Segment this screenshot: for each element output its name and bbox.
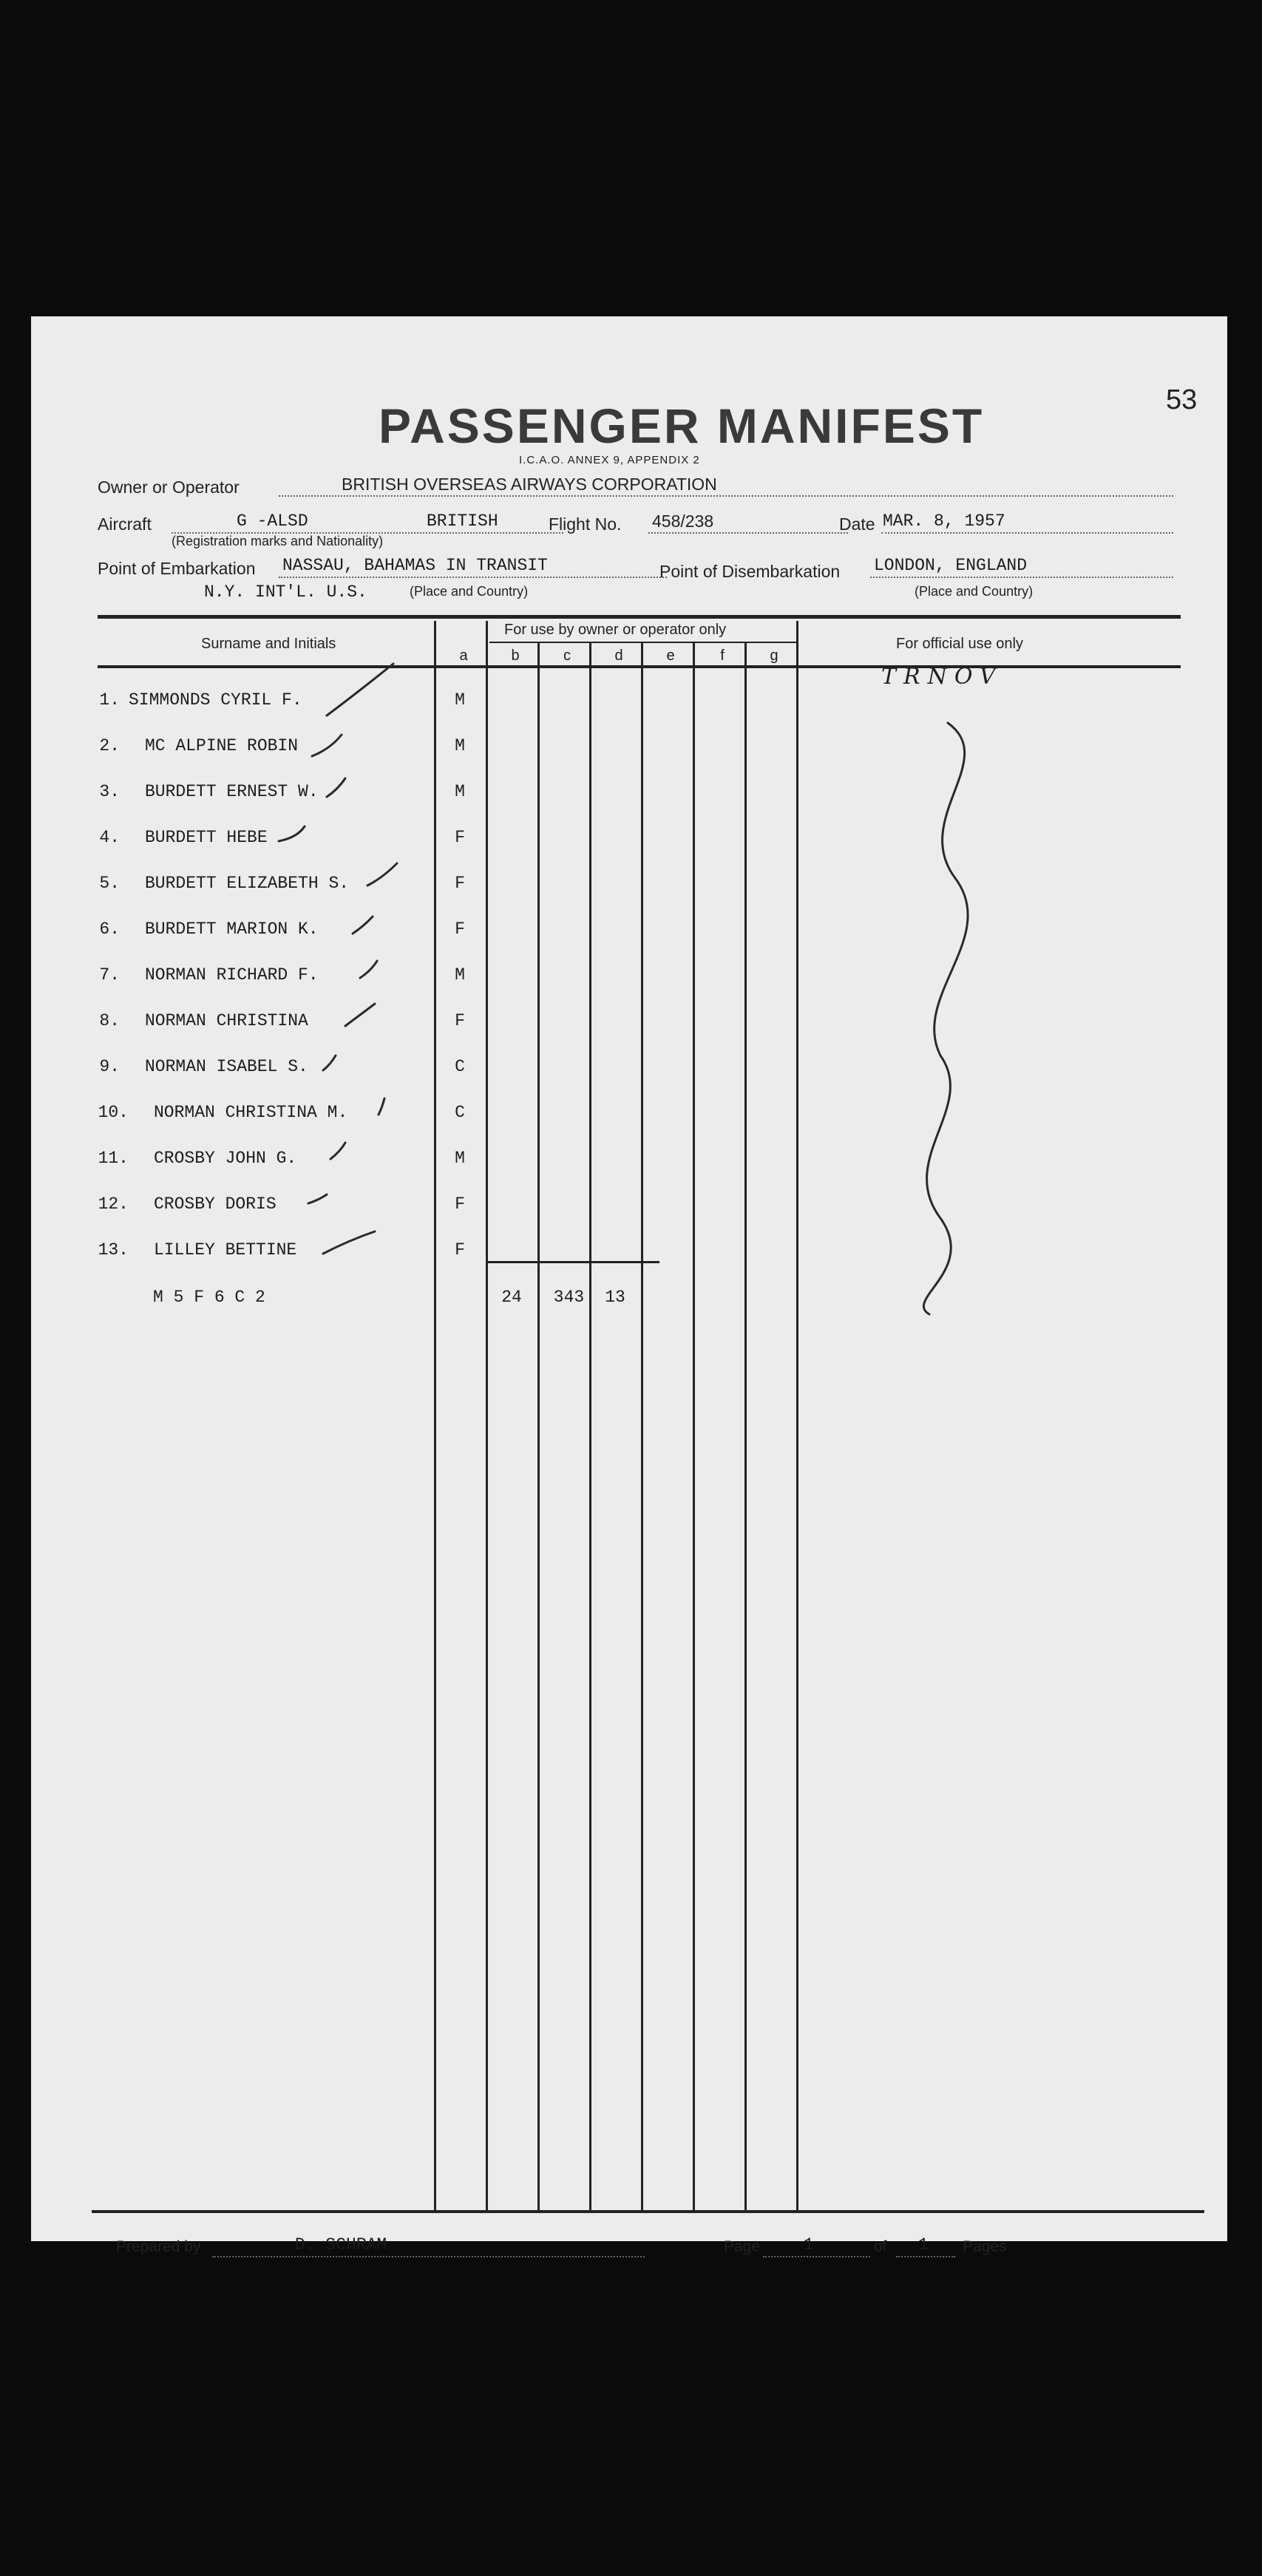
passenger-name: NORMAN CHRISTINA: [145, 1011, 308, 1030]
page-label: Page: [724, 2238, 761, 2255]
col-d: d: [614, 648, 623, 664]
prepared-label: Prepared by: [116, 2238, 201, 2255]
page-title: PASSENGER MANIFEST: [379, 398, 985, 453]
check-mark: [323, 1231, 375, 1254]
check-mark: [279, 826, 305, 841]
passenger-name: MC ALPINE ROBIN: [145, 736, 299, 755]
of-value: 1: [918, 2235, 929, 2254]
row-number: 7.: [99, 965, 120, 985]
flight-value: 458/238: [652, 512, 714, 531]
passenger-code: F: [455, 1194, 465, 1214]
date-value: MAR. 8, 1957: [883, 512, 1005, 531]
total-d: 13: [605, 1288, 625, 1307]
page-subtitle: I.C.A.O. ANNEX 9, APPENDIX 2: [519, 454, 700, 466]
passenger-code: F: [455, 874, 465, 893]
row-number: 2.: [99, 736, 120, 755]
row-number: 1.: [99, 690, 120, 710]
disembarkation-sublabel: (Place and Country): [915, 584, 1034, 599]
passenger-code: F: [455, 1240, 465, 1260]
check-mark: [327, 664, 393, 716]
check-mark: [353, 917, 373, 934]
passenger-code: F: [455, 920, 465, 939]
passenger-code: C: [455, 1103, 465, 1122]
passenger-name: BURDETT ELIZABETH S.: [145, 874, 350, 893]
total-b: 24: [501, 1288, 522, 1307]
owner-label: Owner or Operator: [98, 478, 240, 497]
prepared-value: D. SCHRAM: [295, 2235, 387, 2254]
row-number: 8.: [99, 1011, 120, 1030]
passenger-name: SIMMONDS CYRIL F.: [129, 690, 302, 710]
row-number: 4.: [99, 828, 120, 847]
check-mark: [330, 1143, 345, 1159]
page-number: 53: [1166, 384, 1198, 415]
of-label: of: [874, 2238, 887, 2255]
page-value: 1: [804, 2235, 814, 2254]
aircraft-sublabel: (Registration marks and Nationality): [172, 534, 384, 548]
handwritten-marks: [31, 316, 1227, 2241]
passenger-name: NORMAN CHRISTINA M.: [154, 1103, 348, 1122]
row-number: 10.: [98, 1103, 129, 1122]
passenger-name: BURDETT ERNEST W.: [145, 782, 319, 801]
page-underline: [763, 2256, 870, 2257]
disembarkation-label: Point of Disembarkation: [659, 562, 841, 581]
row-number: 12.: [98, 1194, 129, 1214]
check-mark: [379, 1098, 384, 1115]
check-mark: [308, 1194, 327, 1203]
manifest-sheet: [31, 316, 1227, 2255]
embarkation-sublabel: (Place and Country): [410, 584, 529, 599]
pages-label: Pages: [963, 2238, 1007, 2255]
embarkation-value: NASSAU, BAHAMAS IN TRANSIT: [282, 556, 548, 575]
col-b: b: [511, 648, 520, 664]
passenger-name: CROSBY JOHN G.: [154, 1149, 297, 1168]
passenger-name: CROSBY DORIS: [154, 1194, 277, 1214]
row-number: 9.: [99, 1057, 120, 1076]
col-header-operator: For use by owner or operator only: [504, 622, 727, 638]
disembarkation-value: LONDON, ENGLAND: [874, 556, 1028, 575]
date-label: Date: [839, 514, 875, 534]
passenger-code: M: [455, 965, 465, 985]
aircraft-nationality: BRITISH: [427, 512, 498, 531]
col-e: e: [666, 648, 675, 664]
passenger-name: BURDETT HEBE: [145, 828, 268, 847]
row-number: 6.: [99, 920, 120, 939]
row-number: 11.: [98, 1149, 129, 1168]
of-underline: [896, 2256, 955, 2257]
check-mark: [323, 1056, 336, 1070]
row-number: 3.: [99, 782, 120, 801]
official-mark: TRNOV: [881, 664, 1003, 690]
passenger-name: BURDETT MARION K.: [145, 920, 319, 939]
passenger-code: M: [455, 1149, 465, 1168]
col-g: g: [770, 648, 778, 664]
col-c: c: [563, 648, 571, 664]
passenger-name: LILLEY BETTINE: [154, 1240, 297, 1260]
check-mark: [345, 1004, 375, 1026]
passenger-code: F: [455, 828, 465, 847]
col-header-official: For official use only: [896, 636, 1023, 652]
check-mark: [312, 735, 342, 756]
passenger-code: M: [455, 736, 465, 755]
passenger-name: NORMAN ISABEL S.: [145, 1057, 308, 1076]
embarkation-value-2: N.Y. INT'L. U.S.: [204, 582, 367, 602]
check-mark: [360, 961, 377, 978]
passenger-code: C: [455, 1057, 465, 1076]
total-c: 343: [553, 1288, 585, 1307]
passenger-summary: M 5 F 6 C 2: [153, 1288, 265, 1307]
embarkation-label: Point of Embarkation: [98, 559, 256, 578]
official-squiggle: [923, 723, 968, 1314]
row-number: 5.: [99, 874, 120, 893]
check-mark: [367, 863, 397, 886]
col-f: f: [720, 648, 725, 664]
passenger-name: NORMAN RICHARD F.: [145, 965, 319, 985]
passenger-code: M: [455, 782, 465, 801]
passenger-code: F: [455, 1011, 465, 1030]
passenger-code: M: [455, 690, 465, 710]
aircraft-registration: G -ALSD: [237, 512, 308, 531]
flight-label: Flight No.: [549, 514, 622, 534]
prepared-underline: [212, 2256, 645, 2257]
col-header-name: Surname and Initials: [201, 636, 336, 652]
aircraft-label: Aircraft: [98, 514, 152, 534]
check-mark: [327, 778, 345, 797]
owner-value: BRITISH OVERSEAS AIRWAYS CORPORATION: [342, 475, 717, 494]
row-number: 13.: [98, 1240, 129, 1260]
col-a: a: [459, 648, 468, 664]
